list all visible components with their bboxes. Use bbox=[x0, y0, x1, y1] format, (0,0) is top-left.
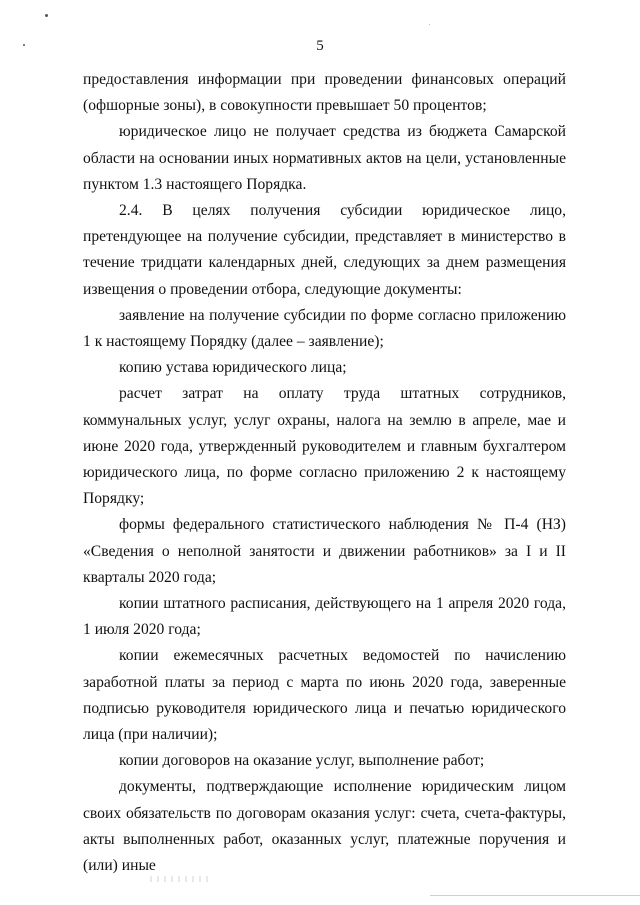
paragraph: заявление на получение субсидии по форме согласно приложению 1 к настоящему Порядку (далее – заявление); bbox=[83, 306, 566, 351]
paragraph: формы федерального статистического наблюдения № П-4 (НЗ) «Сведения о неполной занятости и движении работников» за I и II кварталы 2020 года; bbox=[83, 516, 566, 586]
page-number: 5 bbox=[316, 38, 324, 54]
body-text bbox=[83, 67, 566, 879]
scan-speck bbox=[429, 24, 430, 25]
paragraph: документы, подтверждающие исполнение юридическим лицом своих обязательств по договорам оказания услуг: счета, счета-фактуры, акты выполненных работ, оказанных услуг, платежные поручения и (или) иные bbox=[83, 778, 566, 875]
paragraph: копии договоров на оказание услуг, выполнение работ; bbox=[119, 752, 485, 770]
paragraph: копии ежемесячных расчетных ведомостей по начислению заработной платы за период с марта по июнь 2020 года, заверенные подписью руководителя юридического лица и печатью юридического лица (при наличии); bbox=[83, 647, 566, 744]
paragraph: предоставления информации при проведении финансовых операций (офшорные зоны), в совокупности превышает 50 процентов; bbox=[83, 71, 566, 115]
scan-artifact bbox=[150, 876, 210, 882]
paragraph: копии штатного расписания, действующего на 1 апреля 2020 года, 1 июля 2020 года; bbox=[83, 595, 566, 639]
paragraph: расчет затрат на оплату труда штатных сотрудников, коммунальных услуг, услуг охраны, налога на землю в апреле, мае и июне 2020 года, утвержденный руководителем и главным бухгалтером юридического лица, по форме согласно приложению 2 к настоящему Порядку; bbox=[83, 385, 566, 508]
paragraph: копию устава юридического лица; bbox=[119, 359, 347, 377]
scan-edge-line bbox=[430, 895, 640, 896]
scan-speck bbox=[45, 14, 48, 17]
paragraph: юридическое лицо не получает средства из бюджета Самарской области на основании иных нормативных актов на цели, установленные пунктом 1.3 настоящего Порядка. bbox=[83, 123, 566, 193]
paragraph: 2.4. В целях получения субсидии юридическое лицо, претендующее на получение субсидии, представляет в министерство в течение тридцати календарных дней, следующих за днем размещения извещения о проведении отбора, следующие документы: bbox=[83, 202, 566, 298]
